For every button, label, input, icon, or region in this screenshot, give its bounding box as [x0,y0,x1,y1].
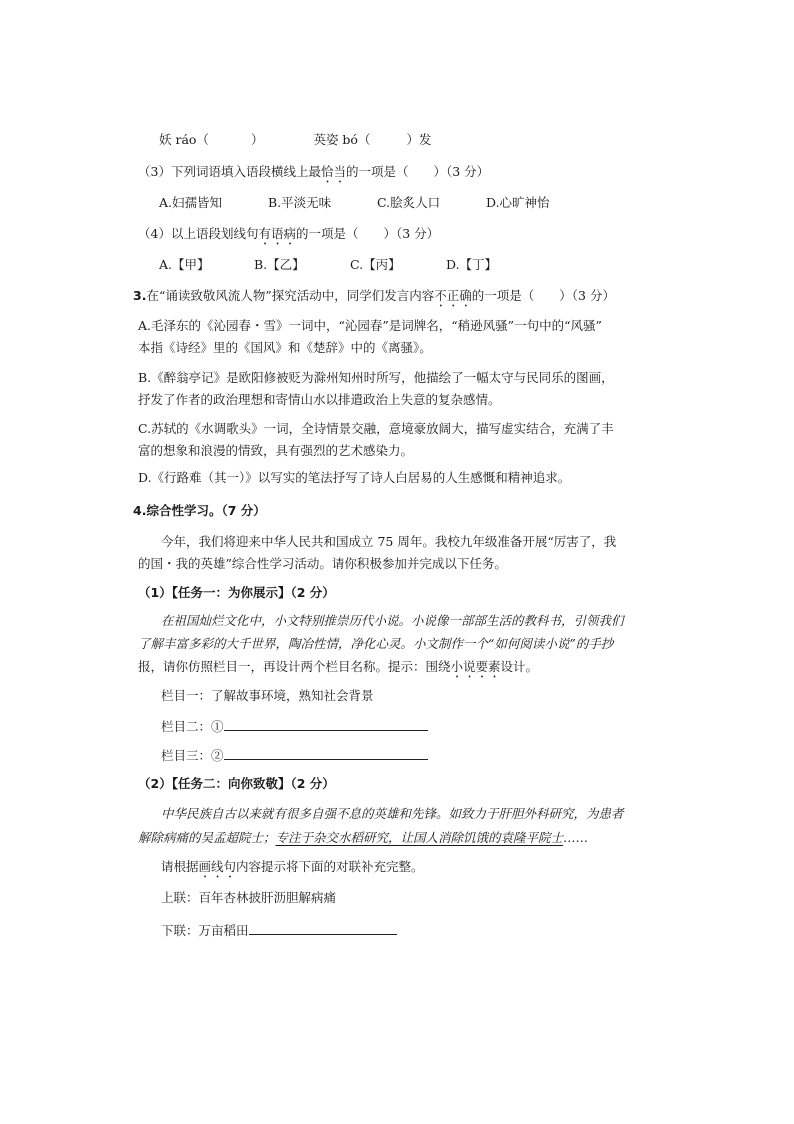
q3-option-a-line1[interactable]: A.毛泽东的《沁园春・雪》一词中，“沁园春”是词牌名，“稍逊风骚”一句中的“风骚” [138,318,602,333]
emphasis-text: 不正确 [434,288,472,303]
question-number: 3. [133,288,147,303]
q4-title: 4.综合性学习。（7 分） [133,503,266,518]
pinyin-row [159,132,431,148]
task1-heading: （1）【任务一：为你展示】（2 分） [138,585,335,600]
q3-option-c-line2: 富的想象和浪漫的情致，具有强烈的艺术感染力。 [138,443,414,458]
couplet-upper: 上联：百年杏林披肝沥胆解病痛 [161,890,337,905]
pinyin-close-1: ） [250,132,264,147]
q3-option-d[interactable]: D.《行路难（其一）》以写实的笔法抒写了诗人白居易的人生感慨和精神追求。 [138,470,571,485]
task2-para-line1: 中华民族自古以来就有很多自强不息的英雄和先锋。如致力于肝胆外科研究，为患者 [161,806,624,821]
option-a[interactable]: A.妇孺皆知 [159,195,223,210]
emphasis-text: 有语病 [258,226,296,241]
answer-blank-2[interactable] [224,747,428,760]
task2-instruction: 请根据画线句内容提示将下面的对联补充完整。 [161,859,424,874]
task1-para-line3: 报，请你仿照栏目一，再设计两个栏目名称。提示：围绕小说要素设计。 [138,659,539,674]
task2-heading: （2）【任务二：向你致敬】（2 分） [138,776,335,791]
option-c[interactable]: C.脍炙人口 [377,195,441,210]
emphasis-text: 恰当 [320,164,346,179]
option-b[interactable]: B.【乙】 [254,257,305,272]
couplet-lower: 下联：万亩稻田 [161,922,397,939]
q3-option-b-line1[interactable]: B.《醉翁亭记》是欧阳修被贬为滁州知州时所写，他描绘了一幅太守与民同乐的图画， [138,370,614,385]
option-a[interactable]: A.【甲】 [159,257,210,272]
option-b[interactable]: B.平淡无味 [268,195,332,210]
column-1: 栏目一：了解故事环境，熟知社会背景 [161,688,374,703]
option-c[interactable]: C.【丙】 [350,257,401,272]
column-3: 栏目三：② [161,747,428,764]
q3-option-b-line2: 抒发了作者的政治理想和寄情山水以排遣政治上失意的复杂感情。 [138,392,501,407]
q3-stem: 3.在“诵读致敬风流人物”探究活动中，同学们发言内容不正确的一项是（ ）（3 分） [133,288,615,303]
pinyin-close-2: ）发 [406,132,432,147]
underlined-sentence: 专注于杂交水稻研究，让国人消除饥饿的袁隆平院士 [275,830,564,845]
pinyin-word-2: 英姿 bó（ [313,132,371,147]
task1-para-line2: 了解丰富多彩的大千世界，陶冶性情，净化心灵。小文制作一个“如何阅读小说”的手抄 [138,636,614,651]
q4-intro-line1: 今年，我们将迎来中华人民共和国成立 75 周年。我校九年级准备开展“厉害了，我 [161,534,617,549]
emphasis-text: 画线句 [198,859,237,874]
pinyin-word-1: 妖 ráo（ [159,132,209,147]
q2-sub4-stem: （4）以上语段划线句有语病的一项是（ ）（3 分） [138,226,440,241]
option-d[interactable]: D.【丁】 [446,257,498,272]
option-d[interactable]: D.心旷神怡 [486,195,550,210]
task1-para-line1: 在祖国灿烂文化中，小文特别推崇历代小说。小说像一部部生活的教科书，引领我们 [161,613,624,628]
column-2: 栏目二：① [161,718,428,735]
answer-blank-1[interactable] [224,718,428,731]
q4-intro-line2: 的国・我的英雄”综合性学习活动。请你积极参加并完成以下任务。 [138,556,507,571]
q2-sub3-stem: （3）下列词语填入语段横线上最恰当的一项是（ ）（3 分） [138,164,490,179]
q3-option-c-line1[interactable]: C.苏轼的《水调歌头》一词，全诗情景交融，意境豪放阔大，描写虚实结合，充满了丰 [138,421,614,436]
couplet-answer-blank[interactable] [249,922,397,935]
task2-para-line2: 解除病痛的吴孟超院士；专注于杂交水稻研究，让国人消除饥饿的袁隆平院士…… [138,830,589,845]
emphasis-text: 小说要素 [450,659,501,674]
q3-option-a-line2: 本指《诗经》里的《国风》和《楚辞》中的《离骚》。 [138,340,432,355]
